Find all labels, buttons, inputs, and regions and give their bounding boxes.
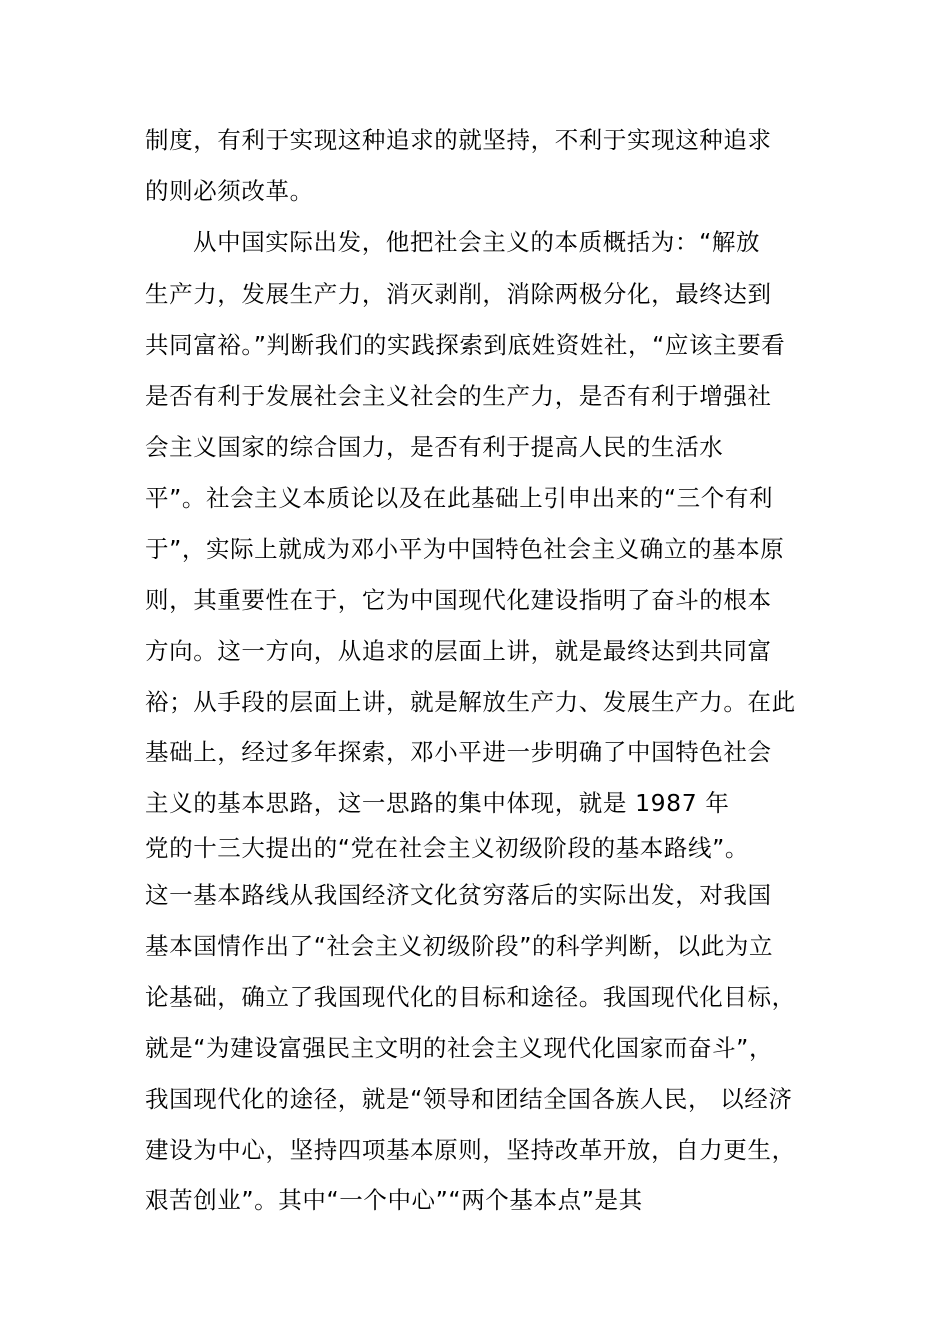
text-line-11: 方向。这一方向，从追求的层面上讲，就是最终达到共同富 — [145, 637, 772, 665]
text-line-9: 于”，实际上就成为邓小平为中国特色社会主义确立的基本原 — [145, 535, 785, 563]
text-line-2: 的则必须改革。 — [145, 177, 314, 205]
text-line-21: 建设为中心，坚持四项基本原则，坚持改革开放，自力更生， — [145, 1136, 796, 1164]
text-line-19: 就是“为建设富强民主文明的社会主义现代化国家而奋斗”， — [145, 1034, 774, 1062]
text-line-4: 生产力，发展生产力，消灭剥削，消除两极分化，最终达到 — [145, 280, 772, 308]
text-line-3: 从中国实际出发，他把社会主义的本质概括为：“解放 — [193, 228, 761, 256]
text-line-17: 基本国情作出了“社会主义初级阶段”的科学判断，以此为立 — [145, 932, 774, 960]
text-line-6: 是否有利于发展社会主义社会的生产力，是否有利于增强社 — [145, 382, 772, 410]
text-line-14: 主义的基本思路，这一思路的集中体现，就是 1987 年 — [145, 789, 730, 817]
text-line-15: 党的十三大提出的“党在社会主义初级阶段的基本路线”。 — [145, 834, 749, 862]
text-line-20: 我国现代化的途径，就是“领导和团结全国各族人民， 以经济 — [145, 1085, 793, 1113]
text-line-16: 这一基本路线从我国经济文化贫穷落后的实际出发，对我国 — [145, 881, 772, 909]
text-line-13: 基础上，经过多年探索，邓小平进一步明确了中国特色社会 — [145, 738, 772, 766]
text-line-8: 平”。社会主义本质论以及在此基础上引申出来的“三个有利 — [145, 484, 774, 512]
text-line-18: 论基础，确立了我国现代化的目标和途径。我国现代化目标， — [145, 983, 796, 1011]
text-line-22: 艰苦创业”。其中“一个中心”“两个基本点”是其 — [145, 1186, 643, 1214]
text-line-1: 制度，有利于实现这种追求的就坚持，不利于实现这种追求 — [145, 126, 772, 154]
text-line-7: 会主义国家的综合国力，是否有利于提高人民的生活水 — [145, 433, 724, 461]
text-line-12: 裕；从手段的层面上讲，就是解放生产力、发展生产力。在此 — [145, 688, 796, 716]
text-line-5: 共同富裕。”判断我们的实践探索到底姓资姓社，“应该主要看 — [145, 331, 786, 359]
text-line-10: 则，其重要性在于，它为中国现代化建设指明了奋斗的根本 — [145, 586, 772, 614]
